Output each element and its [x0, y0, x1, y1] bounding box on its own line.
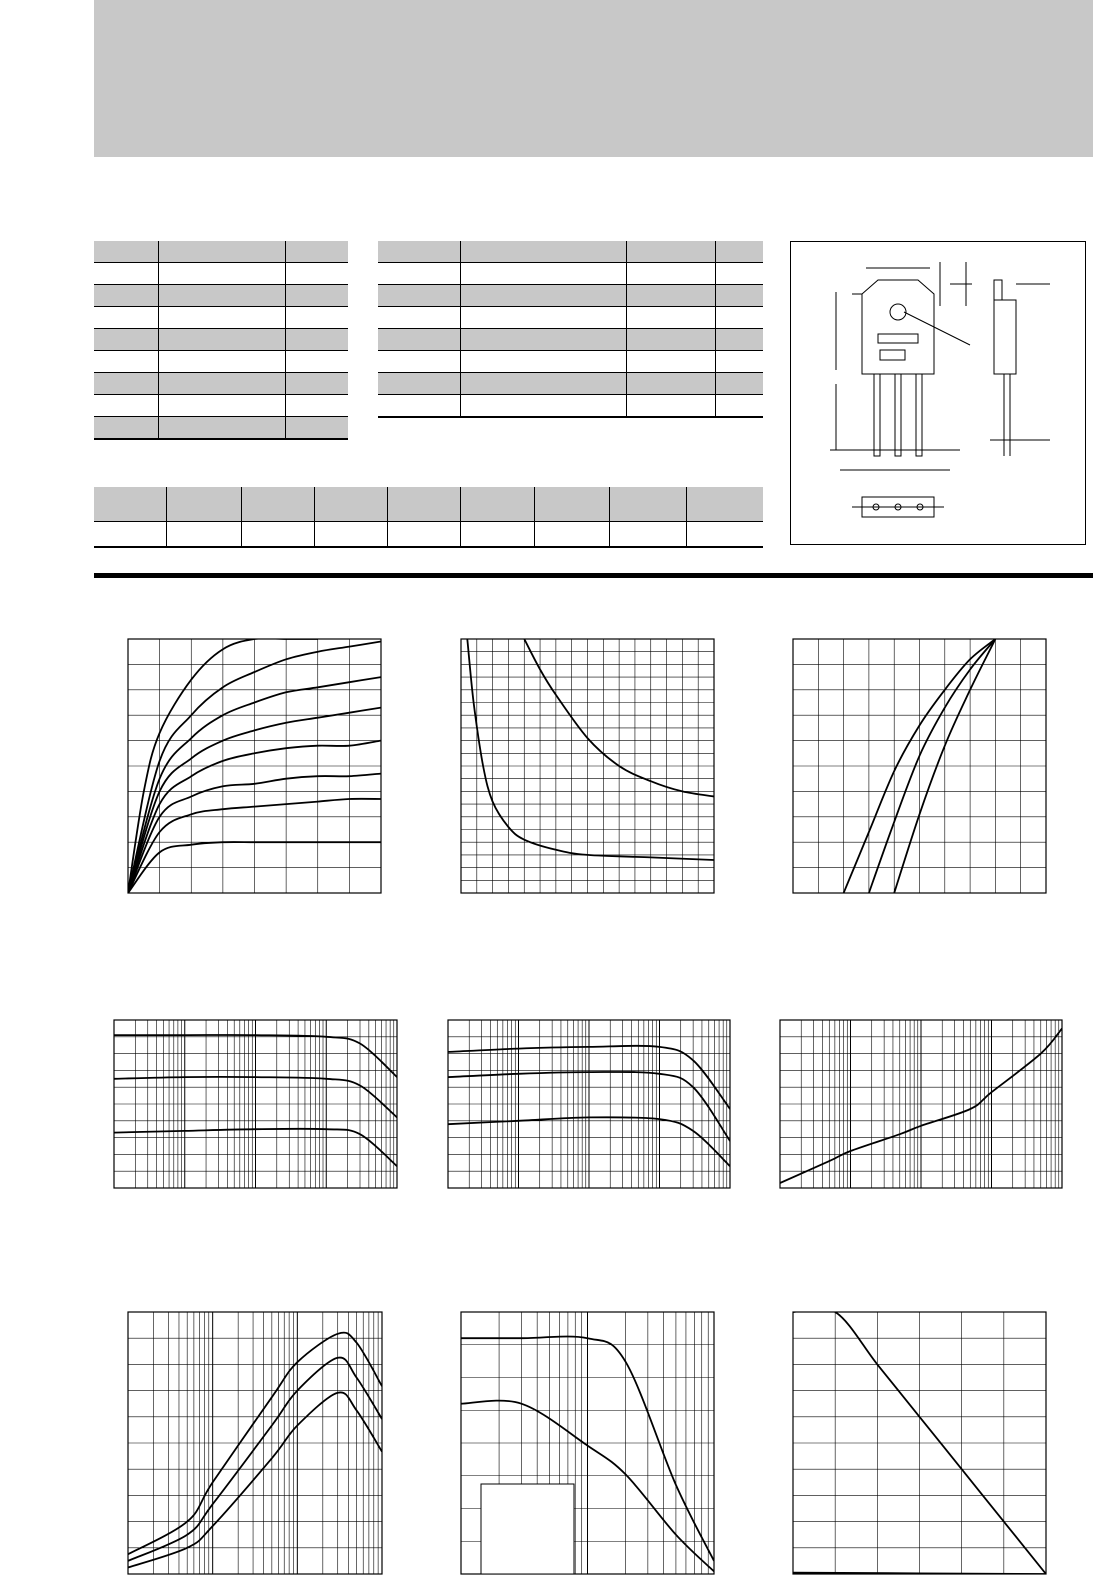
series-line — [128, 1333, 382, 1555]
series-line — [128, 1392, 382, 1567]
series-line — [128, 1358, 382, 1561]
legend-box — [481, 1484, 574, 1574]
series-line — [467, 639, 714, 860]
